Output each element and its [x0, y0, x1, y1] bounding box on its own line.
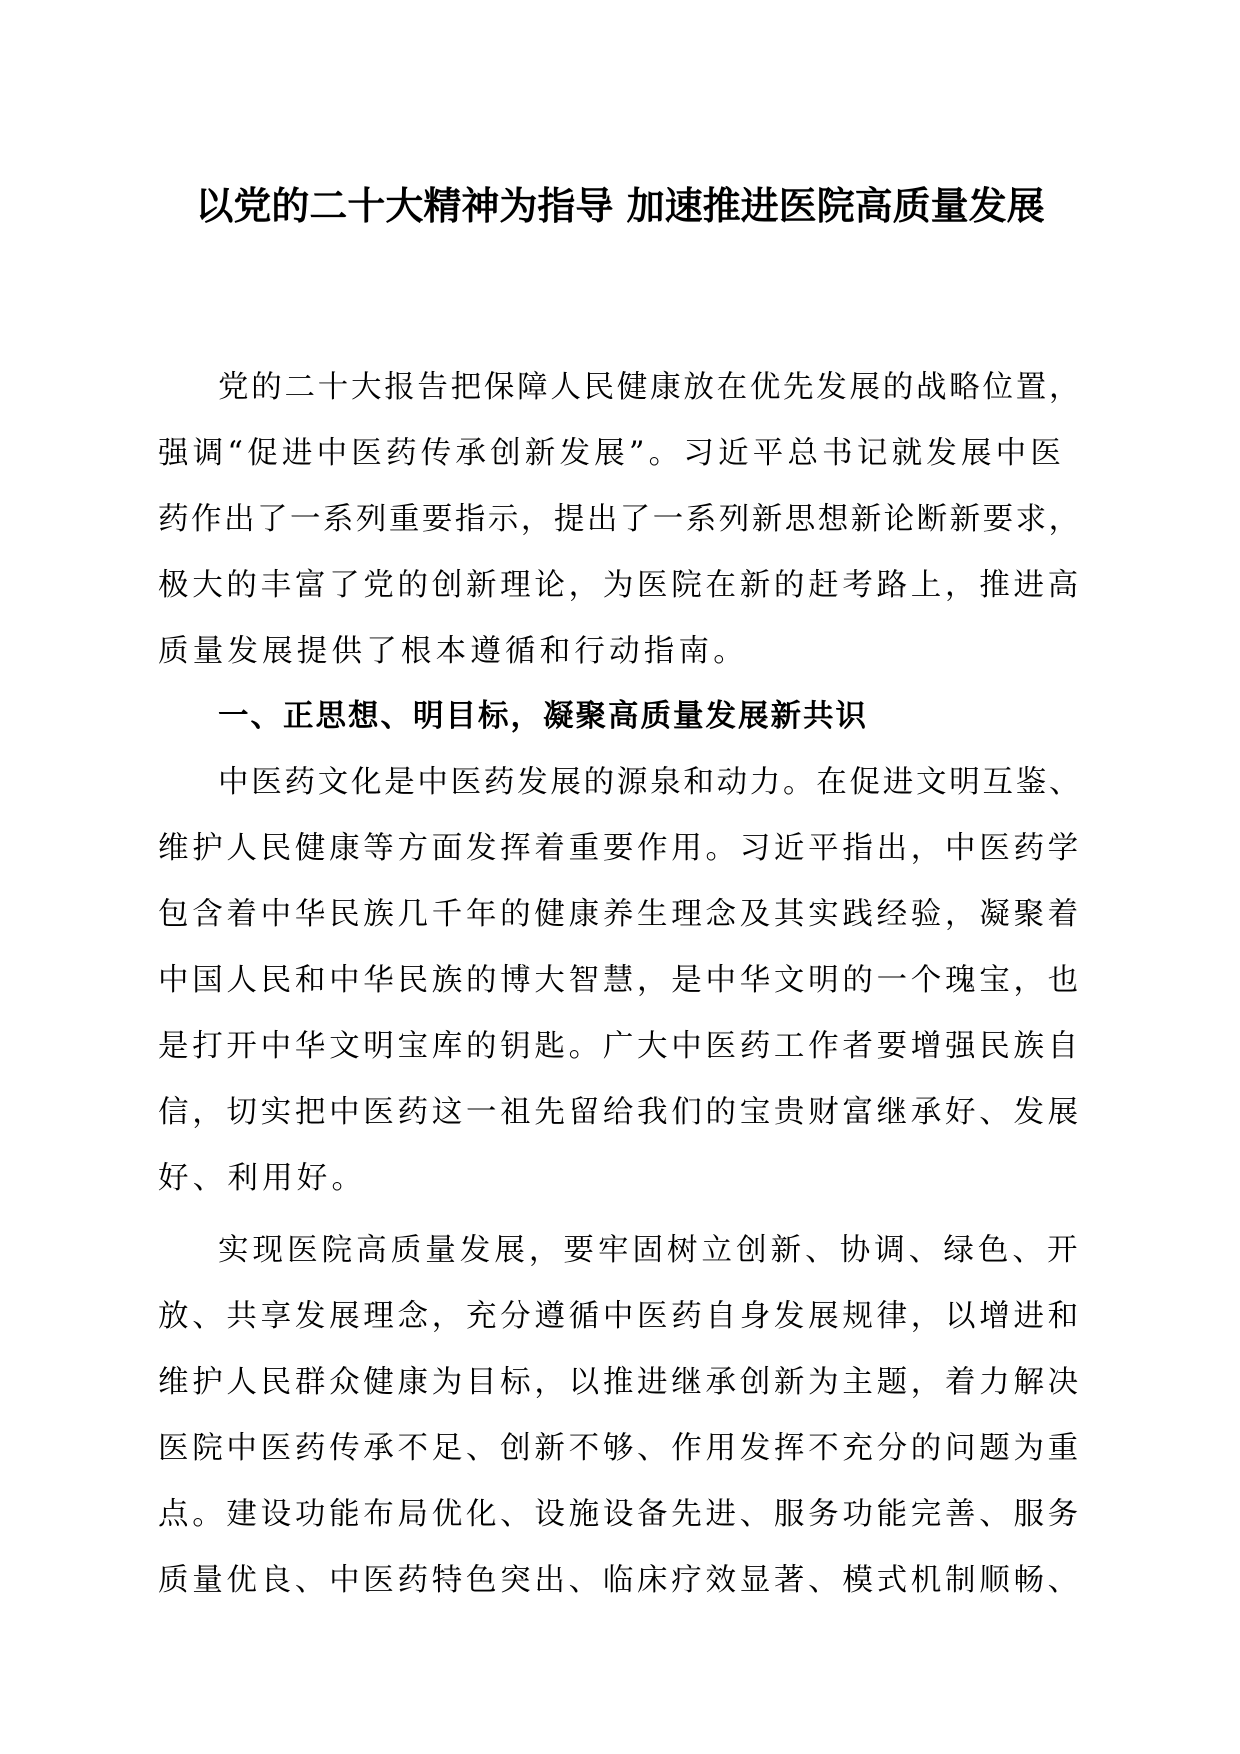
paragraph-2-line-1: 中医药文化是中医药发展的源泉和动力。在促进文明互鉴、 [218, 765, 1083, 800]
section-heading-1: 一、正思想、明目标，凝聚高质量发展新共识 [218, 699, 868, 734]
paragraph-3-line-6: 质量优良、中医药特色突出、临床疗效显著、模式机制顺畅、 [158, 1563, 1082, 1598]
paragraph-2-line-3: 包含着中华民族几千年的健康养生理念及其实践经验，凝聚着 [158, 897, 1082, 932]
paragraph-1-line-5: 质量发展提供了根本遵循和行动指南。 [158, 634, 748, 669]
paragraph-2-line-7: 好、利用好。 [158, 1161, 367, 1196]
paragraph-1-line-3: 药作出了一系列重要指示，提出了一系列新思想新论断新要求， [158, 502, 1082, 537]
document-title: 以党的二十大精神为指导 加速推进医院高质量发展 [195, 184, 1045, 228]
paragraph-3-line-5: 点。建设功能布局优化、设施设备先进、服务功能完善、服务 [158, 1497, 1082, 1532]
paragraph-2-line-2: 维护人民健康等方面发挥着重要作用。习近平指出，中医药学 [158, 831, 1082, 866]
paragraph-1-line-2: 强调“促进中医药传承创新发展”。习近平总书记就发展中医 [158, 436, 1066, 471]
paragraph-3-line-1: 实现医院高质量发展，要牢固树立创新、协调、绿色、开 [218, 1233, 1082, 1268]
paragraph-1-line-1: 党的二十大报告把保障人民健康放在优先发展的战略位置， [218, 370, 1083, 405]
paragraph-3-line-2: 放、共享发展理念，充分遵循中医药自身发展规律，以增进和 [158, 1299, 1082, 1334]
paragraph-3-line-3: 维护人民群众健康为目标，以推进继承创新为主题，着力解决 [158, 1365, 1082, 1400]
paragraph-2-line-6: 信，切实把中医药这一祖先留给我们的宝贵财富继承好、发展 [158, 1095, 1082, 1130]
paragraph-1-line-4: 极大的丰富了党的创新理论，为医院在新的赶考路上，推进高 [158, 568, 1082, 603]
paragraph-3-line-4: 医院中医药传承不足、创新不够、作用发挥不充分的问题为重 [158, 1431, 1082, 1466]
paragraph-2-line-4: 中国人民和中华民族的博大智慧，是中华文明的一个瑰宝，也 [158, 963, 1082, 998]
paragraph-2-line-5: 是打开中华文明宝库的钥匙。广大中医药工作者要增强民族自 [158, 1029, 1082, 1064]
